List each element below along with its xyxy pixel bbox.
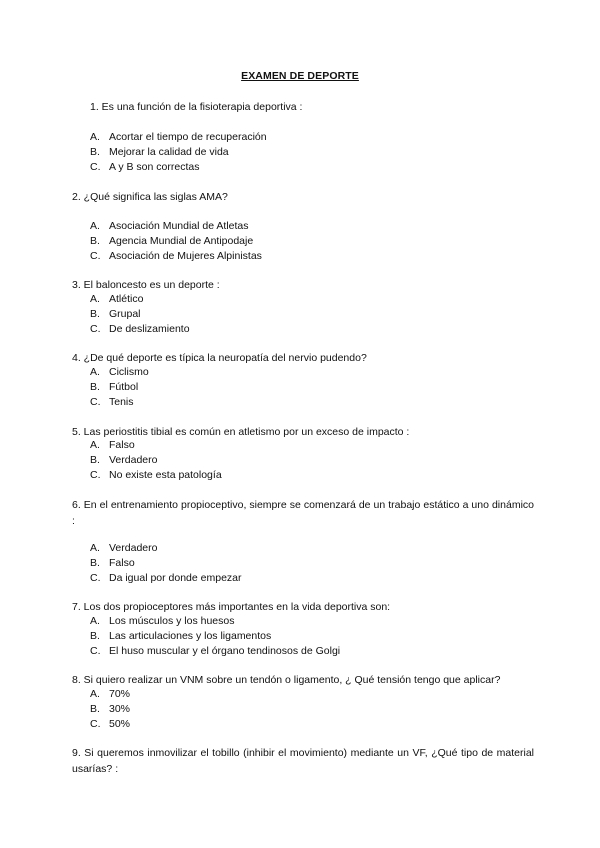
option bbox=[90, 438, 222, 453]
question-2-options bbox=[90, 219, 262, 264]
question-7-options bbox=[90, 614, 340, 659]
option-text: A y B son correctas bbox=[109, 161, 200, 173]
question-8-options bbox=[90, 687, 130, 732]
option-text: Verdadero bbox=[109, 454, 158, 466]
option-text: Mejorar la calidad de vida bbox=[109, 146, 229, 158]
option bbox=[90, 219, 262, 234]
option bbox=[90, 687, 130, 702]
option-text: Atlético bbox=[109, 293, 144, 305]
option-letter: A. bbox=[90, 542, 100, 554]
option-letter: A. bbox=[90, 366, 100, 378]
option-letter: B. bbox=[90, 235, 100, 247]
option-letter: A. bbox=[90, 220, 100, 232]
option-text: Asociación Mundial de Atletas bbox=[109, 220, 249, 232]
option-letter: B. bbox=[90, 381, 100, 393]
option-text: Falso bbox=[109, 557, 135, 569]
option-text: Agencia Mundial de Antipodaje bbox=[109, 235, 254, 247]
option-text: Verdadero bbox=[109, 542, 158, 554]
option bbox=[90, 571, 242, 586]
option bbox=[90, 629, 340, 644]
option-letter: B. bbox=[90, 703, 100, 715]
option-letter: C. bbox=[90, 645, 101, 657]
question-5: 5. Las periostitis tibial es común en atletismo por un exceso de impacto : bbox=[72, 426, 410, 438]
question-7: 7. Los dos propioceptores más importantes en la vida deportiva son: bbox=[72, 601, 391, 613]
option bbox=[90, 468, 222, 483]
option bbox=[90, 556, 242, 571]
question-4-options bbox=[90, 365, 149, 410]
option-letter: A. bbox=[90, 439, 100, 451]
question-9: 9. Si queremos inmovilizar el tobillo (inhibir el movimiento) mediante un VF, ¿Qué tipo de material usarías? : bbox=[72, 747, 534, 775]
option bbox=[90, 130, 267, 145]
option-letter: C. bbox=[90, 161, 101, 173]
option bbox=[90, 614, 340, 629]
option-text: Tenis bbox=[109, 396, 134, 408]
option-text: Acortar el tiempo de recuperación bbox=[109, 131, 267, 143]
exam-title: EXAMEN DE DEPORTE bbox=[241, 70, 359, 82]
question-3-options bbox=[90, 292, 190, 337]
option-letter: A. bbox=[90, 293, 100, 305]
option bbox=[90, 249, 262, 264]
option-text: Fútbol bbox=[109, 381, 139, 393]
option-letter: B. bbox=[90, 557, 100, 569]
option-text: Da igual por donde empezar bbox=[109, 572, 242, 584]
option-text: 70% bbox=[109, 688, 131, 700]
question-3: 3. El baloncesto es un deporte : bbox=[72, 279, 220, 291]
option bbox=[90, 380, 149, 395]
option bbox=[90, 717, 130, 732]
question-6-options bbox=[90, 541, 242, 586]
option bbox=[90, 160, 267, 175]
question-4: 4. ¿De qué deporte es típica la neuropatía del nervio pudendo? bbox=[72, 352, 367, 364]
option-text: 50% bbox=[109, 718, 131, 730]
option-letter: C. bbox=[90, 396, 101, 408]
question-2: 2. ¿Qué significa las siglas AMA? bbox=[72, 191, 228, 203]
option-text: 30% bbox=[109, 703, 131, 715]
option bbox=[90, 702, 130, 717]
option bbox=[90, 644, 340, 659]
option-letter: C. bbox=[90, 469, 101, 481]
option-letter: B. bbox=[90, 630, 100, 642]
option-letter: A. bbox=[90, 615, 100, 627]
option bbox=[90, 292, 190, 307]
option-letter: B. bbox=[90, 454, 100, 466]
question-1-options bbox=[90, 130, 267, 175]
question-6: 6. En el entrenamiento propioceptivo, siempre se comenzará de un trabajo estático a uno dinámico : bbox=[72, 499, 534, 527]
option-text: Ciclismo bbox=[109, 366, 149, 378]
option bbox=[90, 234, 262, 249]
option-text: No existe esta patología bbox=[109, 469, 222, 481]
option-text: Asociación de Mujeres Alpinistas bbox=[109, 250, 262, 262]
option-letter: A. bbox=[90, 131, 100, 143]
question-8: 8. Si quiero realizar un VNM sobre un tendón o ligamento, ¿ Qué tensión tengo que aplicar? bbox=[72, 674, 501, 686]
question-1: 1. Es una función de la fisioterapia deportiva : bbox=[90, 101, 303, 113]
option-text: Las articulaciones y los ligamentos bbox=[109, 630, 272, 642]
option bbox=[90, 365, 149, 380]
option-text: De deslizamiento bbox=[109, 323, 190, 335]
option-text: Grupal bbox=[109, 308, 141, 320]
option-letter: A. bbox=[90, 688, 100, 700]
option bbox=[90, 145, 267, 160]
question-5-options bbox=[90, 438, 222, 483]
option-letter: C. bbox=[90, 572, 101, 584]
option-letter: B. bbox=[90, 146, 100, 158]
option-letter: C. bbox=[90, 323, 101, 335]
option-letter: B. bbox=[90, 308, 100, 320]
option-text: Los músculos y los huesos bbox=[109, 615, 235, 627]
option-text: Falso bbox=[109, 439, 135, 451]
option-text: El huso muscular y el órgano tendinosos de Golgi bbox=[109, 645, 341, 657]
option bbox=[90, 453, 222, 468]
option bbox=[90, 541, 242, 556]
option bbox=[90, 322, 190, 337]
option-letter: C. bbox=[90, 250, 101, 262]
option-letter: C. bbox=[90, 718, 101, 730]
option bbox=[90, 307, 190, 322]
option bbox=[90, 395, 149, 410]
